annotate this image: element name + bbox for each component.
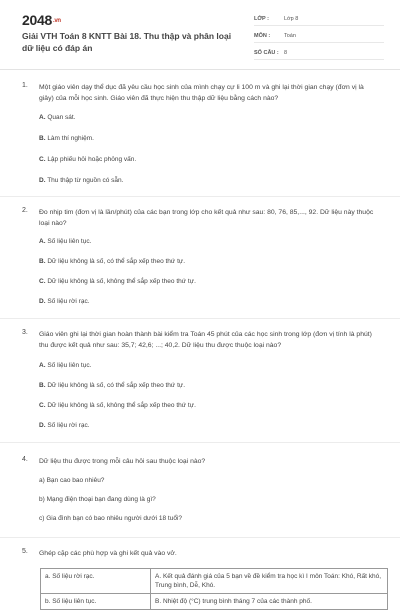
meta-value: Lớp 8 [284, 16, 299, 22]
table-cell: b. Số liệu liên tục. [41, 594, 151, 610]
option-a[interactable]: A. Số liệu liên tục. [39, 362, 92, 369]
option-b[interactable]: B. Làm thí nghiệm. [39, 135, 94, 142]
option-a[interactable]: a) Bạn cao bao nhiêu? [39, 477, 105, 484]
question-text: Một giáo viên dạy thể dục đã yêu cầu học sinh của mình chạy cự li 100 m và ghi lại thời gian chạy (đơn vị là giây) của mỗi học sinh. Giáo viên đã thực hiện thu thập dữ liệu bằng cách nào? [39, 84, 364, 102]
option-c[interactable]: C. Lập phiếu hỏi hoặc phỏng vấn. [39, 156, 137, 163]
meta-row-class [254, 13, 384, 26]
table-cell: a. Số liệu rời rạc. [41, 569, 151, 594]
question-divider [0, 537, 400, 538]
option-d[interactable]: D. Thu thập từ nguồn có sẵn. [39, 177, 124, 184]
document-header [0, 0, 400, 70]
question-text: Đo nhịp tim (đơn vị là lần/phút) của các bạn trong lớp cho kết quả như sau: 80, 76, 85,..., 92. Dữ liệu này thuộc loại nào? [39, 209, 374, 227]
table-cell: A. Kết quả đánh giá của 5 bạn về đề kiểm tra học kì I môn Toán: Khó, Rất khó, Trung bình, Dễ, Khó. [151, 569, 388, 594]
table-cell: B. Nhiệt độ (°C) trung bình tháng 7 của các thành phố. [151, 594, 388, 610]
question-number: 3. [22, 329, 28, 336]
option-c[interactable]: c) Gia đình bạn có bao nhiêu người dưới 18 tuổi? [39, 515, 182, 522]
option-c[interactable]: C. Dữ liệu không là số, không thể sắp xếp theo thứ tự. [39, 402, 196, 409]
meta-label: LỚP : [254, 16, 269, 22]
table-row [41, 594, 388, 610]
question-text: Ghép cặp các phù hợp và ghi kết quả vào vở. [39, 550, 177, 557]
option-a[interactable]: A. Số liệu liên tục. [39, 238, 92, 245]
meta-row-count [254, 47, 384, 60]
question-divider [0, 318, 400, 319]
question-text: Giáo viên ghi lại thời gian hoàn thành bài kiểm tra Toán 45 phút của các học sinh trong lớp (đơn vị tính là phút) thu được kết quả như sau: 35,7; 42,6; ...; 40,2. Dữ liệu thu được thuộc loại nào? [39, 331, 372, 349]
question-number: 1. [22, 82, 28, 89]
meta-row-subject [254, 30, 384, 43]
document-title: Giải VTH Toán 8 KNTT Bài 18. Thu thập và phân loại dữ liệu có đáp án [22, 31, 232, 53]
option-a[interactable]: A. Quan sát. [39, 114, 76, 121]
question-number: 4. [22, 456, 28, 463]
question-divider [0, 196, 400, 197]
option-b[interactable]: B. Dữ liệu không là số, có thể sắp xếp theo thứ tự. [39, 258, 186, 265]
question-divider [0, 442, 400, 443]
document-meta [254, 13, 384, 64]
meta-value: Toán [284, 33, 296, 39]
question-text: Dữ liệu thu được trong mỗi câu hỏi sau thuộc loại nào? [39, 458, 206, 465]
option-b[interactable]: b) Mạng điện thoại bạn đang dùng là gì? [39, 496, 156, 503]
meta-value: 8 [284, 50, 288, 56]
option-d[interactable]: D. Số liệu rời rạc. [39, 298, 90, 305]
logo-suffix: .vn [52, 18, 61, 25]
site-logo[interactable] [22, 12, 61, 28]
question-number: 2. [22, 207, 28, 214]
option-c[interactable]: C. Dữ liệu không là số, không thể sắp xếp theo thứ tự. [39, 278, 196, 285]
meta-label: SỐ CÂU : [254, 50, 279, 56]
option-b[interactable]: B. Dữ liệu không là số, có thể sắp xếp theo thứ tự. [39, 382, 186, 389]
option-d[interactable]: D. Số liệu rời rạc. [39, 422, 90, 429]
table-row [41, 569, 388, 594]
question-number: 5. [22, 548, 28, 555]
logo-text: 2048 [22, 12, 52, 28]
matching-table [40, 568, 388, 610]
meta-label: MÔN : [254, 33, 271, 39]
